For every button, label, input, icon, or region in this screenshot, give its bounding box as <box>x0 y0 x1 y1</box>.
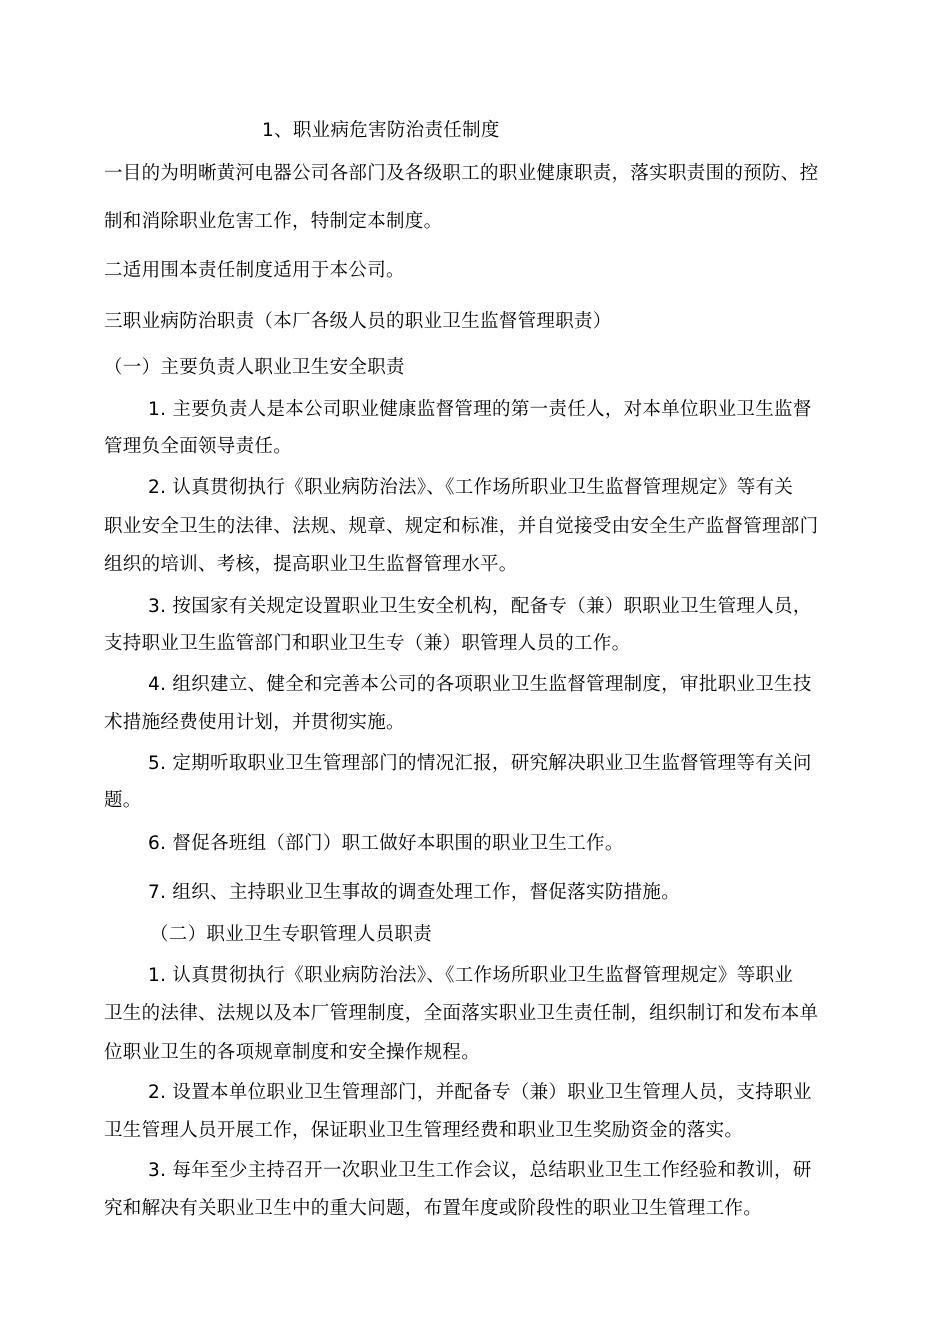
duty-5-line-2: 题。 <box>104 790 142 811</box>
duty-3-line-1: 3. 按国家有关规定设置职业卫生安全机构，配备专（兼）职职业卫生管理人员， <box>148 596 812 617</box>
officer-duty-1-line-3: 位职业卫生的各项规章制度和安全操作规程。 <box>104 1042 481 1063</box>
duty-7: 7. 组织、主持职业卫生事故的调查处理工作，督促落实防措施。 <box>148 882 681 903</box>
duty-1-line-1: 1. 主要负责人是本公司职业健康监督管理的第一责任人，对本单位职业卫生监督 <box>148 399 812 420</box>
duty-2-line-3: 组织的培训、考核，提高职业卫生监督管理水平。 <box>104 554 518 575</box>
section-purpose-line-2: 制和消除职业危害工作，特制定本制度。 <box>104 211 443 232</box>
section-scope: 二适用围本责任制度适用于本公司。 <box>104 260 405 281</box>
officer-duty-2-line-1: 2. 设置本单位职业卫生管理部门，并配备专（兼）职业卫生管理人员，支持职业 <box>148 1082 812 1103</box>
duty-6: 6. 督促各班组（部门）职工做好本职围的职业卫生工作。 <box>148 833 624 854</box>
duty-1-line-2: 管理负全面领导责任。 <box>104 436 293 457</box>
officer-duty-1-line-2: 卫生的法律、法规以及本厂管理制度，全面落实职业卫生责任制，组织制订和发布本单 <box>104 1003 819 1024</box>
duty-2-line-1: 2. 认真贯彻执行《职业病防治法》、《工作场所职业卫生监督管理规定》等有关 <box>148 477 794 498</box>
section-duties-heading: 三职业病防治职责（本厂各级人员的职业卫生监督管理职责） <box>104 311 612 332</box>
officer-duty-3-line-2: 究和解决有关职业卫生中的重大问题，布置年度或阶段性的职业卫生管理工作。 <box>104 1198 763 1219</box>
duty-5-line-1: 5. 定期听取职业卫生管理部门的情况汇报，研究解决职业卫生监督管理等有关问 <box>148 753 812 774</box>
duty-4-line-1: 4. 组织建立、健全和完善本公司的各项职业卫生监督管理制度，审批职业卫生技 <box>148 674 812 695</box>
document-title: 1、职业病危害防治责任制度 <box>262 120 500 141</box>
officer-duty-3-line-1: 3. 每年至少主持召开一次职业卫生工作会议，总结职业卫生工作经验和教训，研 <box>148 1160 812 1181</box>
duty-4-line-2: 术措施经费使用计划，并贯彻实施。 <box>104 712 405 733</box>
officer-duty-2-line-2: 卫生管理人员开展工作，保证职业卫生管理经费和职业卫生奖励资金的落实。 <box>104 1120 744 1141</box>
section-purpose-line-1: 一目的为明晰黄河电器公司各部门及各级职工的职业健康职责，落实职责围的预防、控 <box>104 163 819 184</box>
duty-2-line-2: 职业安全卫生的法律、法规、规章、规定和标准，并自觉接受由安全生产监督管理部门 <box>104 516 819 537</box>
officer-duty-1-line-1: 1. 认真贯彻执行《职业病防治法》、《工作场所职业卫生监督管理规定》等职业 <box>148 965 794 986</box>
subsection-heading-2: （二）职业卫生专职管理人员职责 <box>150 924 433 945</box>
subsection-heading-1: （一）主要负责人职业卫生安全职责 <box>104 357 405 378</box>
duty-3-line-2: 支持职业卫生监管部门和职业卫生专（兼）职管理人员的工作。 <box>104 633 631 654</box>
